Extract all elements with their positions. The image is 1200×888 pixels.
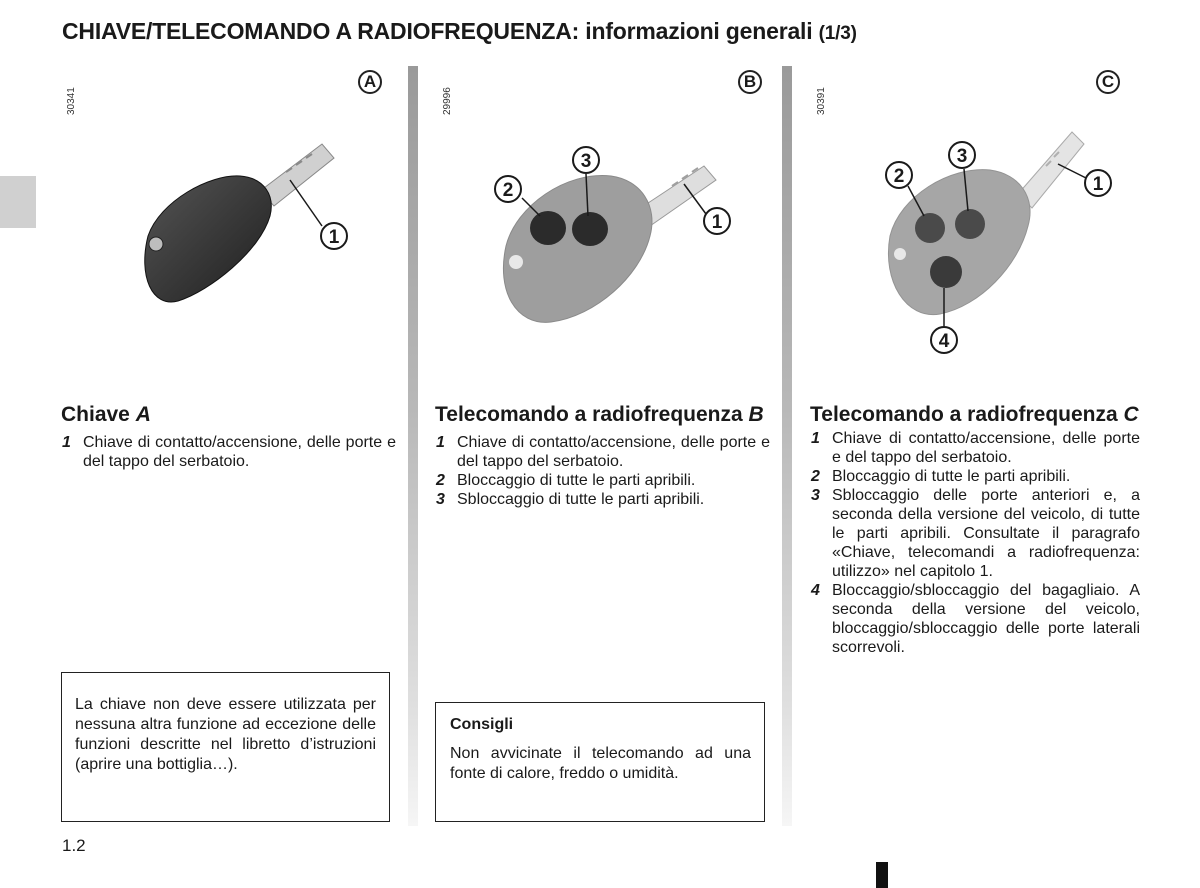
- key-blade: [1018, 132, 1084, 208]
- legend-item: [435, 490, 770, 509]
- page-number: 1.2: [62, 836, 86, 855]
- legend-item-number: 1: [436, 434, 445, 451]
- legend-item-text: Bloccaggio/sbloccaggio del bagagliaio. A seconda della versione del veicolo, bloccaggio/sbloccaggio delle porte laterali scorrevoli.: [832, 582, 1140, 656]
- section-title: [61, 402, 396, 427]
- figure-letter-badge: A: [358, 70, 382, 94]
- advice-title: Consigli: [450, 716, 514, 733]
- key-ring-hole: [894, 248, 906, 260]
- usage-warning-box: [61, 672, 390, 822]
- section-remote-c: [810, 402, 1145, 657]
- legend-item-text: Chiave di contatto/accensione, delle porte e del tappo del serbatoio.: [83, 434, 396, 470]
- section-title-letter: A: [135, 403, 151, 426]
- callout-number-1: 1: [711, 212, 723, 233]
- legend-item-text: Bloccaggio di tutte le parti apribili.: [457, 472, 696, 489]
- legend-item-text: Sbloccaggio delle porte anteriori e, a seconda della versione del veicolo, di tutte le parti apribili. Consultate il paragrafo «Chiave, telecomandi a radiofrequenza: utilizzo» nel capitolo 1.: [832, 487, 1140, 580]
- trunk-button: [930, 256, 962, 288]
- callout-number-3: 3: [580, 151, 592, 172]
- callout-number-1: 1: [328, 227, 340, 248]
- figure-reference-number: 29996: [442, 87, 453, 115]
- callout-number-2: 2: [502, 180, 514, 201]
- section-title-text: Telecomando a radiofrequenza: [810, 403, 1124, 426]
- usage-warning-text: La chiave non deve essere utilizzata per nessuna altra funzione ad eccezione delle funzioni descritte nel libretto d’istruzioni (aprire una bottiglia…).: [75, 696, 376, 773]
- callout-number-4: 4: [938, 331, 950, 352]
- callout-number-1: 1: [1092, 174, 1104, 195]
- figure-key-a: [60, 66, 400, 366]
- key-ring-hole: [149, 237, 163, 251]
- figure-reference-number: 30391: [816, 87, 827, 115]
- legend-item-number: 1: [811, 430, 820, 447]
- callout-number-2: 2: [893, 166, 905, 187]
- key-ring-hole: [509, 255, 523, 269]
- page-edge-marker: [876, 862, 888, 888]
- unlock-button: [955, 209, 985, 239]
- legend-item: [61, 433, 396, 471]
- lock-button: [915, 213, 945, 243]
- legend-item: [435, 433, 770, 471]
- legend-item-number: 3: [811, 487, 820, 504]
- legend-item-number: 3: [436, 491, 445, 508]
- section-title-text: Chiave: [61, 403, 136, 426]
- page-title: [62, 18, 857, 45]
- remote-body: [888, 170, 1030, 315]
- figure-reference-number: 30341: [66, 87, 77, 115]
- column-divider-2: [782, 66, 792, 826]
- legend-item-text: Chiave di contatto/accensione, delle porte e del tappo del serbatoio.: [457, 434, 770, 470]
- column-divider-1: [408, 66, 418, 826]
- advice-box: [435, 702, 765, 822]
- legend-item: [810, 581, 1140, 657]
- figure-letter-badge: C: [1096, 70, 1120, 94]
- figure-remote-c: [810, 66, 1150, 366]
- legend-item: [810, 486, 1140, 581]
- legend-item-text: Chiave di contatto/accensione, delle porte e del tappo del serbatoio.: [832, 430, 1140, 466]
- page-title-text: CHIAVE/TELECOMANDO A RADIOFREQUENZA: informazioni generali: [62, 18, 813, 44]
- legend-item-number: 4: [811, 582, 820, 599]
- section-title-text: Telecomando a radiofrequenza: [435, 403, 749, 426]
- figure-letter-badge: B: [738, 70, 762, 94]
- legend-item: [810, 429, 1140, 467]
- figure-remote-b: [436, 66, 776, 366]
- key-a-illustration: [60, 66, 400, 366]
- callout-number-3: 3: [956, 146, 968, 167]
- section-title-letter: C: [1123, 403, 1139, 426]
- legend-list: [61, 433, 396, 471]
- key-blade: [260, 144, 334, 206]
- key-head: [145, 176, 271, 302]
- legend-item-number: 2: [436, 472, 445, 489]
- legend-item-text: Sbloccaggio di tutte le parti apribili.: [457, 491, 705, 508]
- callout-leader-1: [290, 180, 322, 226]
- legend-list: [810, 429, 1140, 657]
- legend-item-text: Bloccaggio di tutte le parti apribili.: [832, 468, 1071, 485]
- legend-item: [435, 471, 770, 490]
- section-title: [810, 402, 1145, 427]
- legend-list: [435, 433, 770, 509]
- remote-c-illustration: [810, 66, 1150, 366]
- chapter-tab-marker: [0, 176, 36, 228]
- legend-item: [810, 467, 1140, 486]
- section-key-a: [61, 402, 396, 471]
- section-title-letter: B: [748, 403, 764, 426]
- legend-item-number: 1: [62, 434, 71, 451]
- unlock-button: [572, 212, 608, 246]
- legend-item-number: 2: [811, 468, 820, 485]
- remote-body: [503, 176, 652, 323]
- page-part: (1/3): [818, 23, 857, 44]
- section-remote-b: [435, 402, 770, 509]
- advice-text: Non avvicinate il telecomando ad una fonte di calore, freddo o umidità.: [450, 745, 751, 782]
- section-title: [435, 402, 770, 427]
- lock-button: [530, 211, 566, 245]
- remote-b-illustration: [436, 66, 776, 366]
